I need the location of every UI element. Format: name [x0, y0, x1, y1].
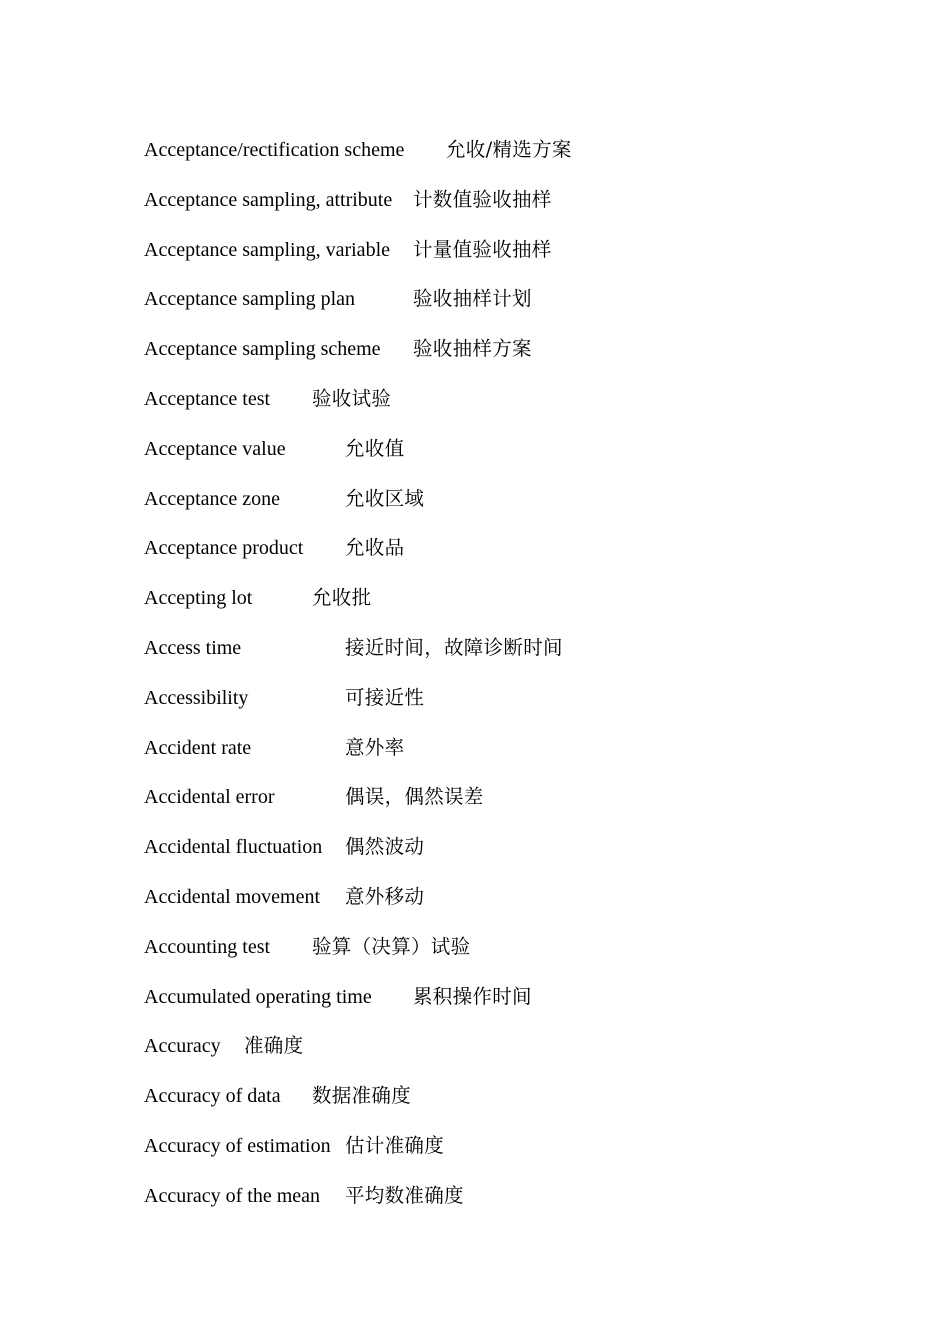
glossary-entry [144, 532, 844, 582]
glossary-translation: 累积操作时间 [413, 984, 532, 1008]
glossary-term: Accessibility [144, 686, 249, 709]
glossary-entry [144, 781, 844, 831]
glossary-translation: 数据准确度 [312, 1084, 412, 1108]
glossary-term: Acceptance sampling plan [144, 288, 356, 311]
glossary-entry [144, 1130, 844, 1180]
glossary-term: Accident rate [144, 736, 252, 759]
glossary-translation: 计数值验收抽样 [413, 187, 552, 211]
glossary-translation: 偶然波动 [345, 835, 425, 859]
glossary-translation: 验收抽样计划 [413, 287, 532, 311]
glossary-term: Acceptance sampling, variable [144, 238, 390, 261]
glossary-entry [144, 931, 844, 981]
glossary-entry [144, 1080, 844, 1130]
glossary-entry [144, 831, 844, 881]
glossary-term: Accuracy of data [144, 1085, 281, 1108]
glossary-entry [144, 234, 844, 284]
glossary-translation: 可接近性 [345, 685, 425, 709]
glossary-translation: 偶误，偶然误差 [345, 785, 484, 809]
glossary-entry [144, 981, 844, 1031]
glossary-term: Accumulated operating time [144, 985, 372, 1008]
glossary-translation: 接近时间，故障诊断时间 [345, 635, 563, 659]
glossary-term: Acceptance test [144, 387, 271, 410]
glossary-term: Acceptance zone [144, 487, 281, 510]
glossary-entry [144, 483, 844, 533]
glossary-entry [144, 582, 844, 632]
glossary-entry [144, 1030, 844, 1080]
glossary-term: Acceptance/rectification scheme [144, 139, 405, 161]
glossary-entry [144, 433, 844, 483]
glossary-translation: 平均数准确度 [345, 1183, 464, 1207]
glossary-translation: 验收试验 [312, 386, 392, 410]
glossary-term: Acceptance sampling scheme [144, 338, 381, 361]
glossary-entry [144, 134, 844, 184]
glossary-translation: 计量值验收抽样 [413, 237, 552, 261]
glossary-translation: 意外移动 [345, 884, 425, 908]
glossary-translation: 估计准确度 [345, 1133, 445, 1157]
glossary-term: Acceptance value [144, 437, 286, 460]
glossary-term: Accidental fluctuation [144, 836, 323, 859]
glossary-term: Access time [144, 636, 242, 659]
glossary-entry [144, 881, 844, 931]
glossary-entry [144, 732, 844, 782]
glossary-translation: 允收值 [345, 436, 405, 460]
glossary-term: Accuracy of estimation [144, 1134, 331, 1157]
glossary-term: Accuracy [144, 1035, 221, 1058]
glossary-translation: 验收抽样方案 [413, 337, 532, 361]
glossary-translation: 允收/精选方案 [446, 138, 572, 161]
glossary-translation: 验算（决算）试验 [312, 934, 471, 958]
glossary-term: Accidental movement [144, 885, 321, 908]
glossary-term: Acceptance product [144, 537, 304, 560]
glossary-term: Acceptance sampling, attribute [144, 188, 393, 211]
glossary-list [144, 134, 844, 1230]
glossary-entry [144, 1180, 844, 1230]
glossary-translation: 允收批 [312, 586, 372, 610]
glossary-translation: 意外率 [345, 735, 405, 759]
glossary-entry [144, 184, 844, 234]
glossary-term: Accounting test [144, 935, 271, 958]
glossary-term: Accuracy of the mean [144, 1184, 321, 1207]
glossary-translation: 允收品 [345, 536, 405, 560]
glossary-term: Accepting lot [144, 587, 253, 610]
glossary-translation: 允收区域 [345, 486, 425, 510]
glossary-entry [144, 283, 844, 333]
glossary-translation: 准确度 [244, 1034, 304, 1058]
glossary-entry [144, 383, 844, 433]
glossary-entry [144, 333, 844, 383]
glossary-entry [144, 682, 844, 732]
glossary-term: Accidental error [144, 786, 275, 809]
glossary-entry [144, 632, 844, 682]
